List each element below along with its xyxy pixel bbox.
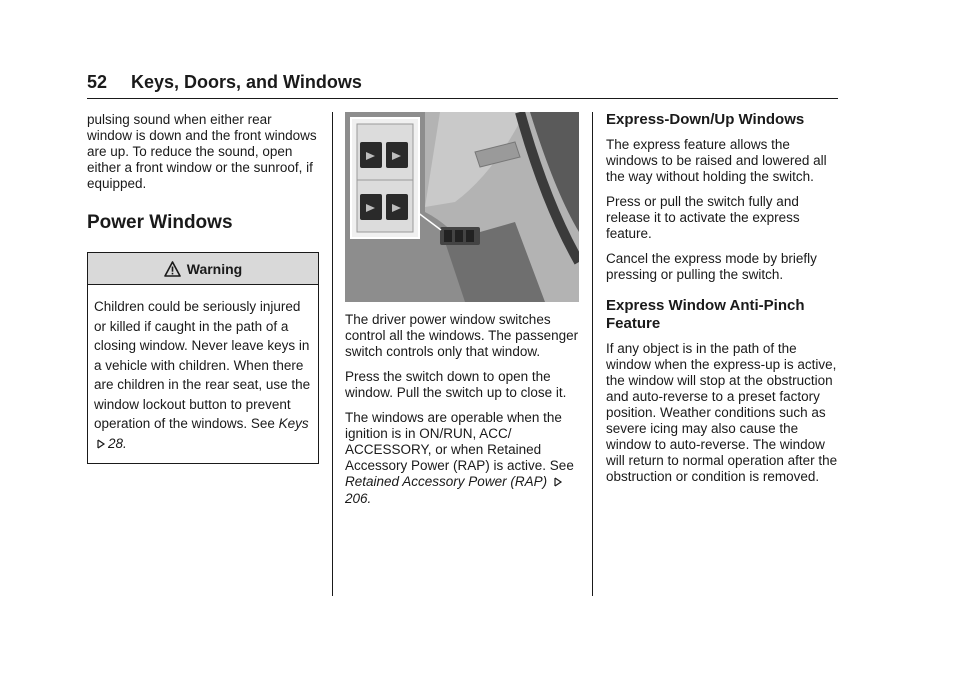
warning-text: Children could be seriously injured or killed if caught in the path of a closing window. Never leave keys in a vehicle with children. When there are children in the rear seat, use the window lockout button to prevent operation of the windows. See [94, 299, 311, 431]
section-title: Power Windows [87, 212, 233, 233]
paragraph-activate-express: Press or pull the switch fully and release it to activate the express feature. [606, 194, 800, 241]
column-2 [345, 112, 579, 516]
column-divider-1 [332, 112, 333, 596]
express-heading: Express-Down/Up Windows [606, 111, 805, 128]
page-reference-icon [553, 475, 563, 491]
chapter-title: Keys, Doors, and Windows [131, 72, 362, 92]
window-switch-photo [345, 112, 579, 302]
warning-title: Warning [186, 260, 243, 277]
anti-pinch-heading: Express Window Anti-Pinch Feature [606, 297, 805, 332]
header-rule [87, 98, 838, 99]
running-header [87, 70, 838, 94]
paragraph-anti-pinch: If any object is in the path of the window when the express-up is active, the window will stop at the obstruction and auto-reverse to a preset factory position. Weather conditions such as severe icing may also cause the window to auto-reverse. The window will return to normal operation after the obstruction or condition is removed. [606, 341, 838, 484]
warning-box [87, 252, 319, 464]
keys-page-ref: 28. [108, 435, 127, 451]
column-1 [87, 112, 319, 464]
page-number: 52 [87, 72, 108, 92]
page-reference-icon [96, 435, 106, 455]
paragraph-cancel-express: Cancel the express mode by briefly pressing or pulling the switch. [606, 251, 817, 282]
warning-triangle-icon [164, 261, 181, 277]
paragraph-ignition [345, 410, 579, 507]
paragraph-switch-control: The driver power window switches control all the windows. The passenger switch controls only that window. [345, 312, 579, 359]
ignition-text: The windows are operable when the ignition is in ON/RUN, ACC/ ACCESSORY, or when Retained Accessory Power (RAP) is active. See [345, 410, 574, 473]
warning-body [88, 285, 318, 463]
warning-header [88, 253, 318, 285]
paragraph-express-feature: The express feature allows the windows to be raised and lowered all the way without holding the switch. [606, 137, 827, 184]
intro-paragraph: pulsing sound when either rear window is down and the front windows are up. To reduce the sound, open either a front window or the sunroof, if equipped. [87, 112, 317, 191]
rap-page-ref: 206. [345, 491, 372, 506]
paragraph-press-switch: Press the switch down to open the window. Pull the switch up to close it. [345, 369, 567, 400]
column-3 [606, 111, 840, 494]
column-divider-2 [592, 112, 593, 596]
keys-link[interactable]: Keys [278, 416, 309, 431]
rap-link[interactable]: Retained Accessory Power (RAP) [345, 474, 548, 489]
